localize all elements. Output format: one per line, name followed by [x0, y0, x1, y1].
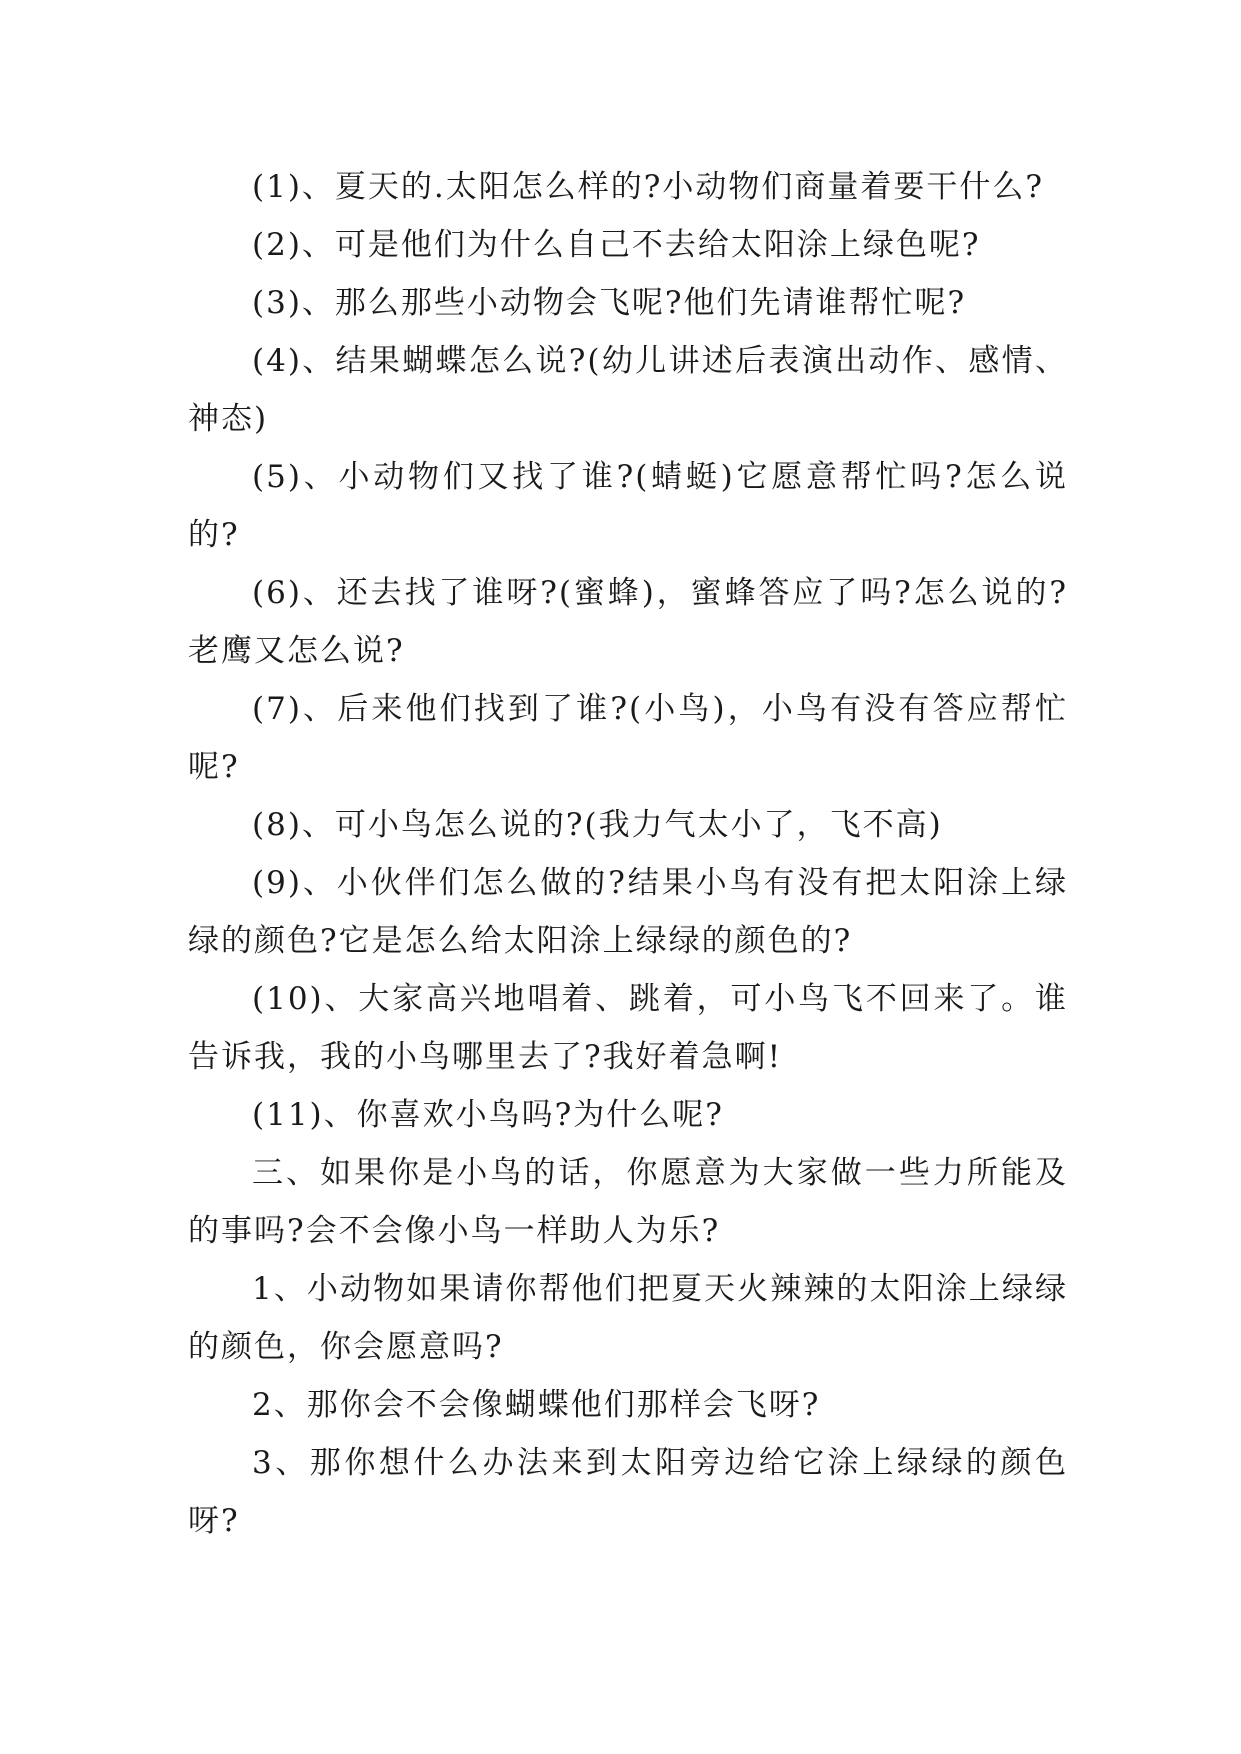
paragraph-15: 3、那你想什么办法来到太阳旁边给它涂上绿绿的颜色呀?: [188, 1445, 1068, 1539]
paragraph-3: (3)、那么那些小动物会飞呢?他们先请谁帮忙呢?: [252, 285, 967, 321]
paragraph-8: (8)、可小鸟怎么说的?(我力气太小了，飞不高): [252, 807, 943, 843]
paragraph-2: (2)、可是他们为什么自己不去给太阳涂上绿色呢?: [252, 227, 981, 263]
paragraph-9: (9)、小伙伴们怎么做的?结果小鸟有没有把太阳涂上绿绿的颜色?它是怎么给太阳涂上绿绿的颜色的?: [188, 865, 1068, 959]
paragraph-10: (10)、大家高兴地唱着、跳着，可小鸟飞不回来了。谁告诉我，我的小鸟哪里去了?我好着急啊!: [188, 981, 1068, 1075]
paragraph-13: 1、小动物如果请你帮他们把夏天火辣辣的太阳涂上绿绿的颜色，你会愿意吗?: [188, 1271, 1068, 1365]
paragraph-7: (7)、后来他们找到了谁?(小鸟)，小鸟有没有答应帮忙呢?: [188, 691, 1068, 785]
paragraph-14: 2、那你会不会像蝴蝶他们那样会飞呀?: [252, 1387, 821, 1423]
document-body: [188, 158, 1068, 1550]
paragraph-1: (1)、夏天的.太阳怎么样的?小动物们商量着要干什么?: [252, 169, 1045, 205]
paragraph-12: 三、如果你是小鸟的话，你愿意为大家做一些力所能及的事吗?会不会像小鸟一样助人为乐?: [188, 1155, 1068, 1249]
paragraph-6: (6)、还去找了谁呀?(蜜蜂)，蜜蜂答应了吗?怎么说的?老鹰又怎么说?: [188, 575, 1068, 669]
paragraph-4: (4)、结果蝴蝶怎么说?(幼儿讲述后表演出动作、感情、神态): [188, 343, 1068, 437]
paragraph-11: (11)、你喜欢小鸟吗?为什么呢?: [252, 1097, 724, 1133]
paragraph-5: (5)、小动物们又找了谁?(蜻蜓)它愿意帮忙吗?怎么说的?: [188, 459, 1068, 553]
